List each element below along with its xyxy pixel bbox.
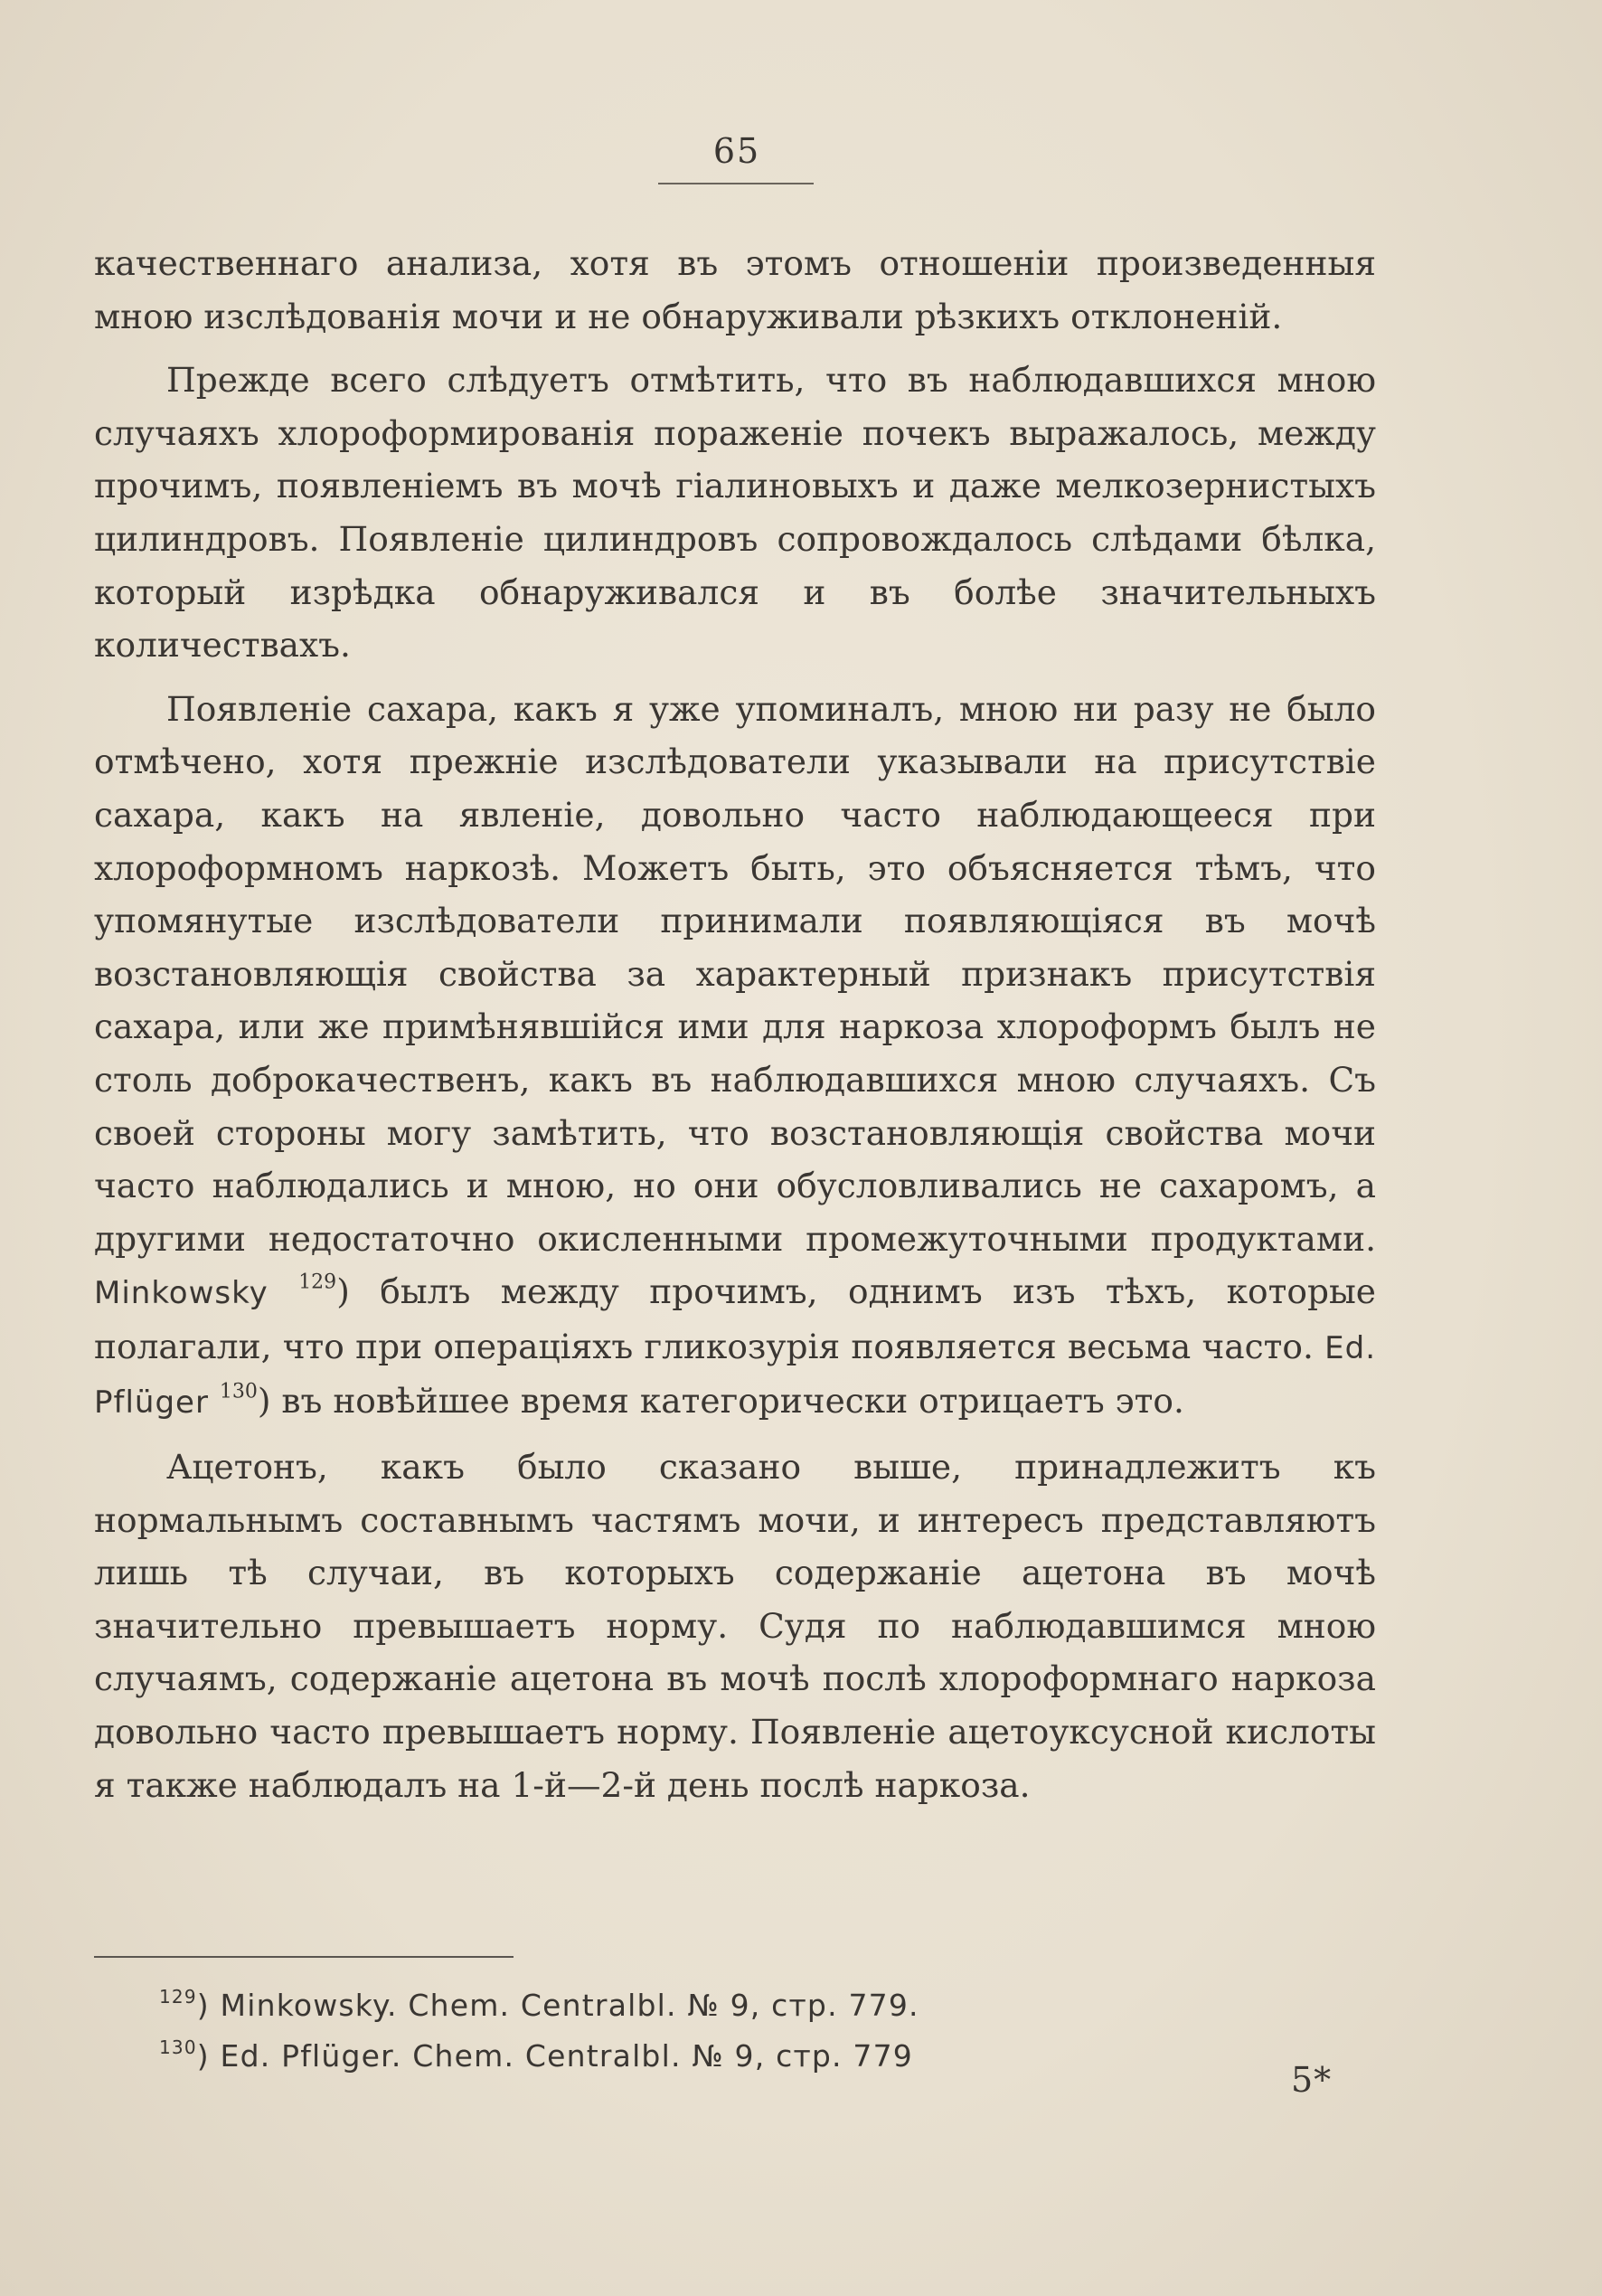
signature-mark: 5* xyxy=(1291,2060,1333,2100)
citation-name-minkowsky: Minkowsky xyxy=(94,1275,269,1312)
header-rule xyxy=(658,183,814,184)
paragraph-4: Ацетонъ, какъ было сказано выше, принадлежитъ къ нормальнымъ составнымъ частямъ мочи, и интересъ представляютъ лишь тѣ случаи, въ которыхъ содержанiе ацетона въ мочѣ значительно превышаетъ норму. Судя по наблюдавшимся мною случаямъ, содержанiе ацетона въ мочѣ послѣ хлороформнаго наркоза довольно часто превышаетъ норму. Появленiе ацетоуксусной кислоты я также наблюдалъ на 1-й—2-й день послѣ наркоза. xyxy=(94,1447,1376,1805)
footnote-marker: 129 xyxy=(159,1986,197,2008)
paragraph-3-part-b: ) былъ между прочимъ, однимъ изъ тѣхъ, которые полагали, что при операцiяхъ гликозурiя появляется весьма часто. xyxy=(94,1271,1377,1366)
footnotes xyxy=(159,1980,1244,2082)
footnote-text: ) Ed. Pflüger. Chem. Centralbl. № 9, стр. 779 xyxy=(196,2038,913,2074)
footnote-130 xyxy=(159,2031,1244,2082)
footnote-ref-129: 129 xyxy=(298,1271,337,1294)
paragraph-1: качественнаго анализа, хотя въ этомъ отношенiи произведенныя мною изслѣдованiя мочи и не обнаруживали рѣзкихъ отклоненiй. xyxy=(94,243,1376,336)
footnote-129 xyxy=(159,1980,1244,2031)
body-text xyxy=(94,237,1376,1811)
paragraph-3 xyxy=(94,683,1376,1430)
paragraph-3-part-c: ) въ новѣйшее время категорически отрицаетъ это. xyxy=(257,1381,1184,1422)
paragraph-2: Прежде всего слѣдуетъ отмѣтить, что въ наблюдавшихся мною случаяхъ хлороформированiя пораженiе почекъ выражалось, между прочимъ, появленiемъ въ мочѣ гiалиновыхъ и даже мелкозернистыхъ цилиндровъ. Появленiе цилиндровъ сопровождалось слѣдами бѣлка, который изрѣдка обнаруживался и въ болѣе значительныхъ количествахъ. xyxy=(94,360,1376,666)
footnote-text: ) Minkowsky. Chem. Centralbl. № 9, стр. 779. xyxy=(196,1988,919,2023)
page-number: 65 xyxy=(712,131,761,171)
citation-name-pfluger: Ed. Pflüger xyxy=(94,1329,1377,1422)
footnote-ref-130: 130 xyxy=(219,1380,258,1403)
footnote-marker: 130 xyxy=(159,2036,197,2058)
footnote-rule xyxy=(94,1956,514,1958)
paragraph-3-part-a: Появленiе сахара, какъ я уже упоминалъ, мною ни разу не было отмѣчено, хотя прежнiе изслѣдователи указывали на присутствiе сахара, какъ на явленiе, довольно часто наблюдающееся при хлороформномъ наркозѣ. Можетъ быть, это объясняется тѣмъ, что упомянутые изслѣдователи принимали появляющiяся въ мочѣ возстановляющiя свойства за характерный признакъ присутствiя сахара, или же примѣнявшiйся ими для наркоза хлороформъ былъ не столь доброкачественъ, какъ въ наблюдавшихся мною случаяхъ. Съ своей стороны могу замѣтить, что возстановляющiя свойства мочи часто наблюдались и мною, но они обусловливались не сахаромъ, а другими недостаточно окисленными промежуточными продуктами. xyxy=(94,688,1376,1259)
